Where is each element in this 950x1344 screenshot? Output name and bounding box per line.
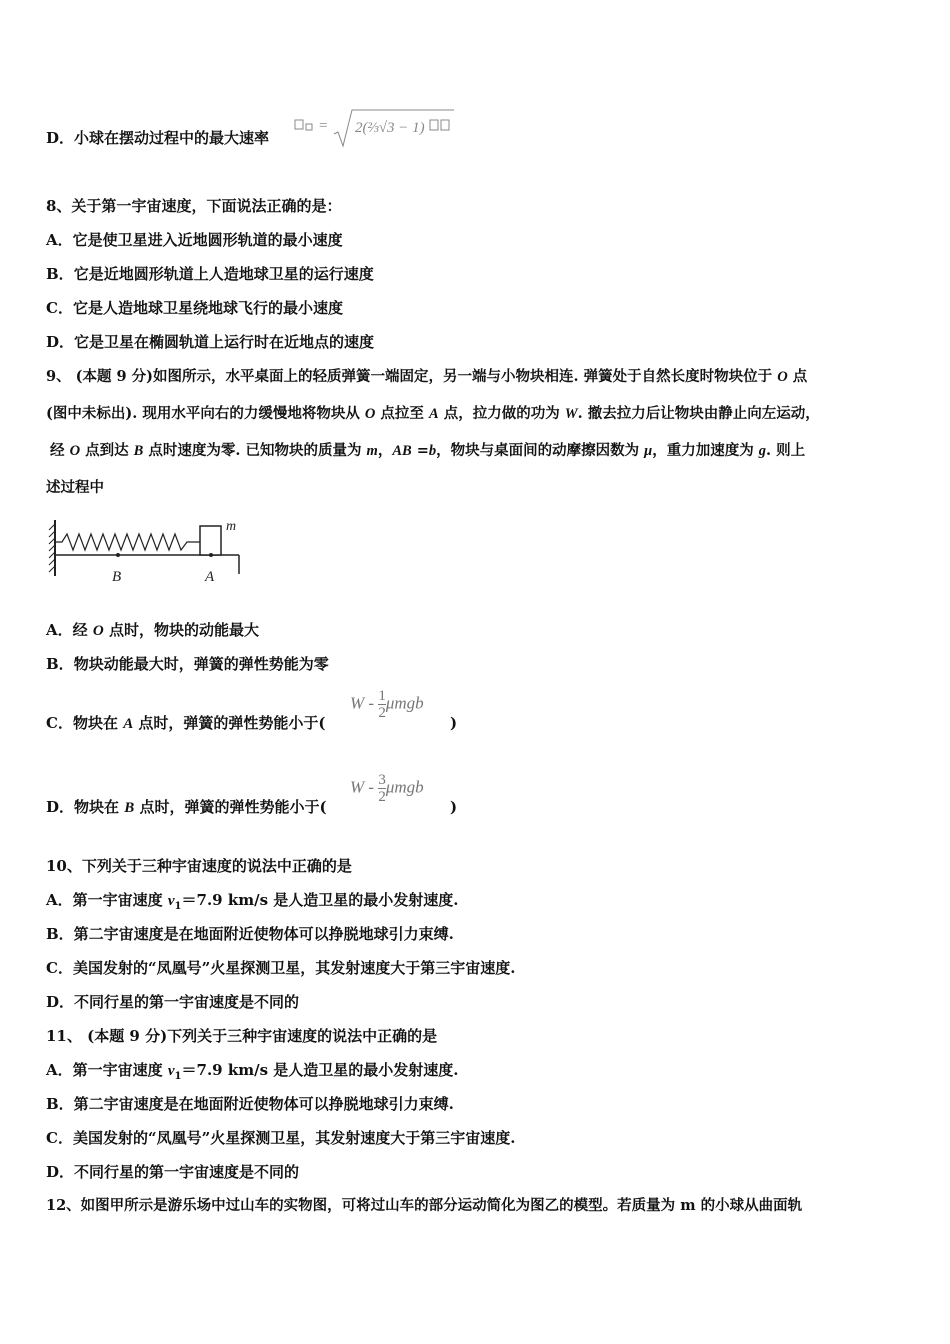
block bbox=[200, 526, 221, 555]
q12-stem: 12、如图甲所示是游乐场中过山车的实物图，可将过山车的部分运动简化为图乙的模型。若质量为 m 的小球从曲面轨 bbox=[46, 1197, 803, 1214]
q8-option-a: A．它是使卫星进入近地圆形轨道的最小速度 bbox=[46, 231, 343, 249]
q7-formula-image bbox=[292, 106, 460, 150]
q10-option-c: C．美国发射的“凤凰号”火星探测卫星，其发射速度大于第三宇宙速度. bbox=[46, 959, 516, 977]
q8-option-c: C．它是人造地球卫星绕地球飞行的最小速度 bbox=[46, 299, 343, 317]
mass-label: m bbox=[226, 519, 237, 534]
q9-spring-diagram bbox=[40, 514, 250, 586]
q10-option-a: A．第一宇宙速度 $v_1=7.9$ km/s 是人造卫星的最小发射速度. bbox=[46, 891, 459, 912]
point-a-label: A bbox=[205, 569, 215, 585]
q9-option-b: B．物块动能最大时，弹簧的弹性势能为零 bbox=[46, 655, 329, 673]
q11-option-a: A．第一宇宙速度 $v_1=7.9$ km/s 是人造卫星的最小发射速度. bbox=[46, 1061, 459, 1082]
q9-stem-line-4: 述过程中 bbox=[46, 479, 104, 496]
q9-stem-line-1: 9、 (本题 9 分)如图所示，水平桌面上的轻质弹簧一端固定，另一端与小物块相连. 弹簧处于自然长度时物块位于 O 点 bbox=[46, 368, 808, 385]
q9-stem-line-2: (图中未标出). 现用水平向右的力缓慢地将物块从 O 点拉至 A 点，拉力做的功为 W. 撤去拉力后让物块由静止向左运动， bbox=[46, 405, 820, 422]
q9-option-a: A．经 O 点时，物块的动能最大 bbox=[46, 621, 259, 639]
spring bbox=[55, 534, 200, 550]
q9-option-c-close: ) bbox=[450, 714, 458, 732]
q10-option-d: D．不同行星的第一宇宙速度是不同的 bbox=[46, 993, 300, 1011]
q10-stem: 10、下列关于三种宇宙速度的说法中正确的是 bbox=[46, 857, 352, 875]
q9-stem-line-3: 经 O 点到达 B 点时速度为零. 已知物块的质量为 m，AB =b，物块与桌面间的动摩擦因数为 μ，重力加速度为 g. 则上 bbox=[50, 442, 806, 459]
q9-option-c: C．物块在 A 点时，弹簧的弹性势能小于( bbox=[46, 714, 326, 732]
q9-option-d-close: ) bbox=[450, 798, 458, 816]
point-b-dot bbox=[116, 553, 120, 557]
q11-option-b: B．第二宇宙速度是在地面附近使物体可以挣脱地球引力束缚. bbox=[46, 1095, 454, 1113]
svg-text:=: = bbox=[319, 118, 328, 134]
q7-formula-text: 2(⅔√3 − 1) bbox=[355, 120, 425, 136]
q11-option-d: D．不同行星的第一宇宙速度是不同的 bbox=[46, 1163, 300, 1181]
q11-stem: 11、 (本题 9 分)下列关于三种宇宙速度的说法中正确的是 bbox=[46, 1027, 438, 1045]
q9-option-d: D．物块在 B 点时，弹簧的弹性势能小于( bbox=[46, 798, 327, 816]
point-a-dot bbox=[209, 553, 213, 557]
q8-option-d: D．它是卫星在椭圆轨道上运行时在近地点的速度 bbox=[46, 333, 375, 351]
point-b-label: B bbox=[112, 569, 122, 585]
q10-option-b: B．第二宇宙速度是在地面附近使物体可以挣脱地球引力束缚. bbox=[46, 925, 454, 943]
q9-option-c-formula: W - $\frac{1}{2}$ μmgb bbox=[350, 688, 424, 721]
q7-option-d: D．小球在摆动过程中的最大速率 bbox=[46, 129, 270, 147]
q8-stem: 8、关于第一宇宙速度，下面说法正确的是： bbox=[46, 197, 342, 215]
q9-option-d-formula: W - $\frac{3}{2}$ μmgb bbox=[350, 772, 424, 805]
q8-option-b: B．它是近地圆形轨道上人造地球卫星的运行速度 bbox=[46, 265, 374, 283]
q11-option-c: C．美国发射的“凤凰号”火星探测卫星，其发射速度大于第三宇宙速度. bbox=[46, 1129, 516, 1147]
